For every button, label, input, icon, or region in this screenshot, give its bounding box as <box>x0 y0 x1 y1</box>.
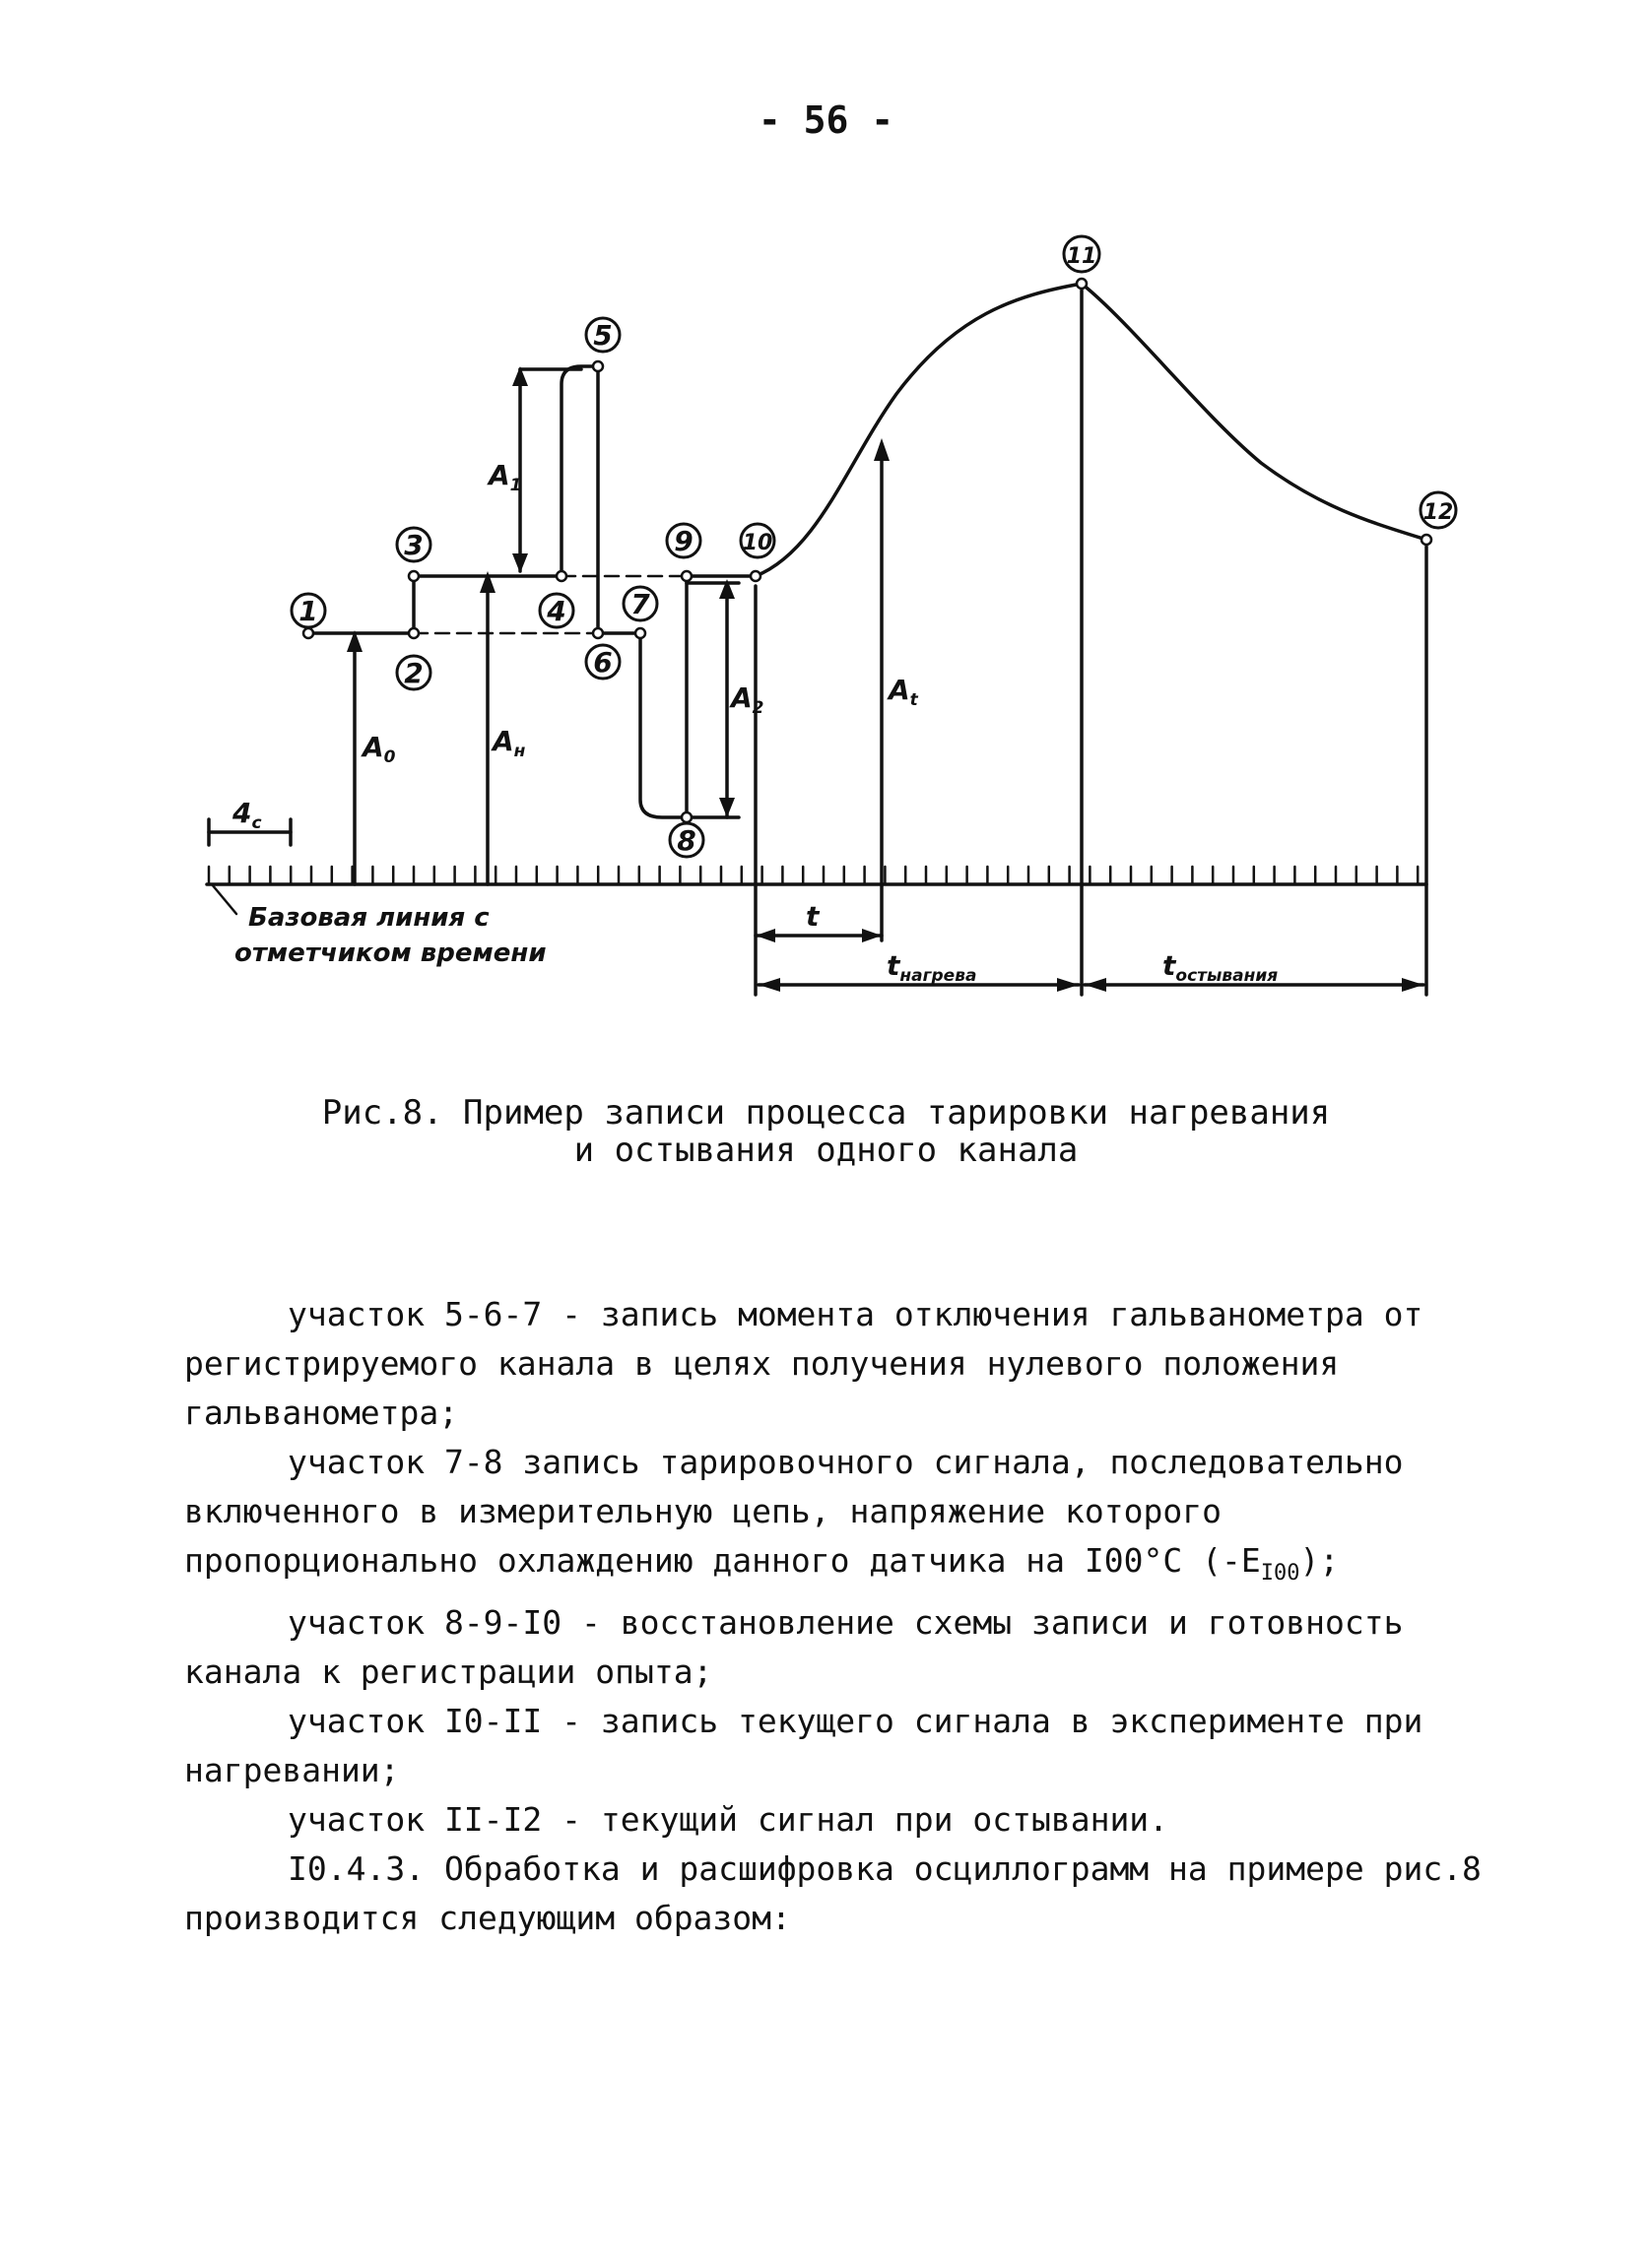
point-11-marker <box>1077 279 1087 289</box>
at-label: $A_t$ <box>889 674 918 710</box>
paragraph-6: I0.4.3. Обработка и расшифровка осциллограмм на примере рис.8 производится следующим образом: <box>184 1849 1482 1937</box>
oscillogram-figure <box>0 0 1652 1064</box>
a2-label: $A_2$ <box>731 681 764 718</box>
point-6-label: 6 <box>593 646 613 679</box>
paragraph-3: участок 8-9-I0 - восстановление схемы записи и готовность канала к регистрации опыта; <box>184 1603 1404 1691</box>
figure-caption-line1: Рис.8. Пример записи процесса тарировки нагревания <box>321 1093 1331 1133</box>
paragraph-1: участок 5-6-7 - запись момента отключения гальванометра от регистрируемого канала в целях получения нулевого положения гальванометра; <box>184 1295 1423 1432</box>
point-8-marker <box>682 812 692 822</box>
point-5-marker <box>593 361 603 371</box>
point-8-label: 8 <box>677 824 696 857</box>
point-10-marker <box>751 571 760 581</box>
point-2-marker <box>409 628 419 638</box>
point-3-label: 3 <box>404 529 424 561</box>
baseline-label-line1: Базовая линия с <box>248 903 490 933</box>
t-cool-label: $t_{остывания}$ <box>1162 949 1279 986</box>
figure-caption-line2: и остывания одного канала <box>573 1131 1079 1170</box>
baseline-label-line2: отметчиком времени <box>234 939 547 968</box>
point-3-marker <box>409 571 419 581</box>
point-5-label: 5 <box>593 319 613 352</box>
point-10-label: 10 <box>742 531 773 555</box>
point-7-label: 7 <box>630 588 650 620</box>
paragraph-4: участок I0-II - запись текущего сигнала в эксперименте при нагревании; <box>184 1702 1423 1789</box>
t-heat-label: $t_{нагрева}$ <box>887 949 977 986</box>
page-number: - 56 - <box>758 98 894 142</box>
a0-label: $A_0$ <box>363 731 396 767</box>
point-2-label: 2 <box>404 657 424 689</box>
signal-trace <box>308 284 1426 817</box>
point-9-label: 9 <box>674 525 694 557</box>
point-9-marker <box>682 571 692 581</box>
point-1-label: 1 <box>298 595 318 627</box>
a1-label: $A_1$ <box>489 459 522 495</box>
paragraph-5: участок II-I2 - текущий сигнал при остывании. <box>288 1800 1169 1839</box>
point-4-label: 4 <box>547 595 566 627</box>
point-11-label: 11 <box>1066 244 1097 269</box>
point-6-marker <box>593 628 603 638</box>
point-7-marker <box>635 628 645 638</box>
scale-label: $4_c$ <box>232 797 262 833</box>
an-label: $A_н$ <box>493 725 526 761</box>
body-text <box>184 1290 1524 1943</box>
t-label: t <box>806 900 820 933</box>
point-4-marker <box>557 571 566 581</box>
point-1-marker <box>303 628 313 638</box>
point-12-label: 12 <box>1422 500 1454 525</box>
paragraph-2: участок 7-8 запись тарировочного сигнала, последовательно включенного в измерительную цепь, напряжение которого пропорционально охлаждению данного датчика на I00°C $(-E_{I00})$; <box>184 1443 1404 1586</box>
time-ticks <box>209 867 1418 884</box>
point-12-marker <box>1421 535 1431 545</box>
